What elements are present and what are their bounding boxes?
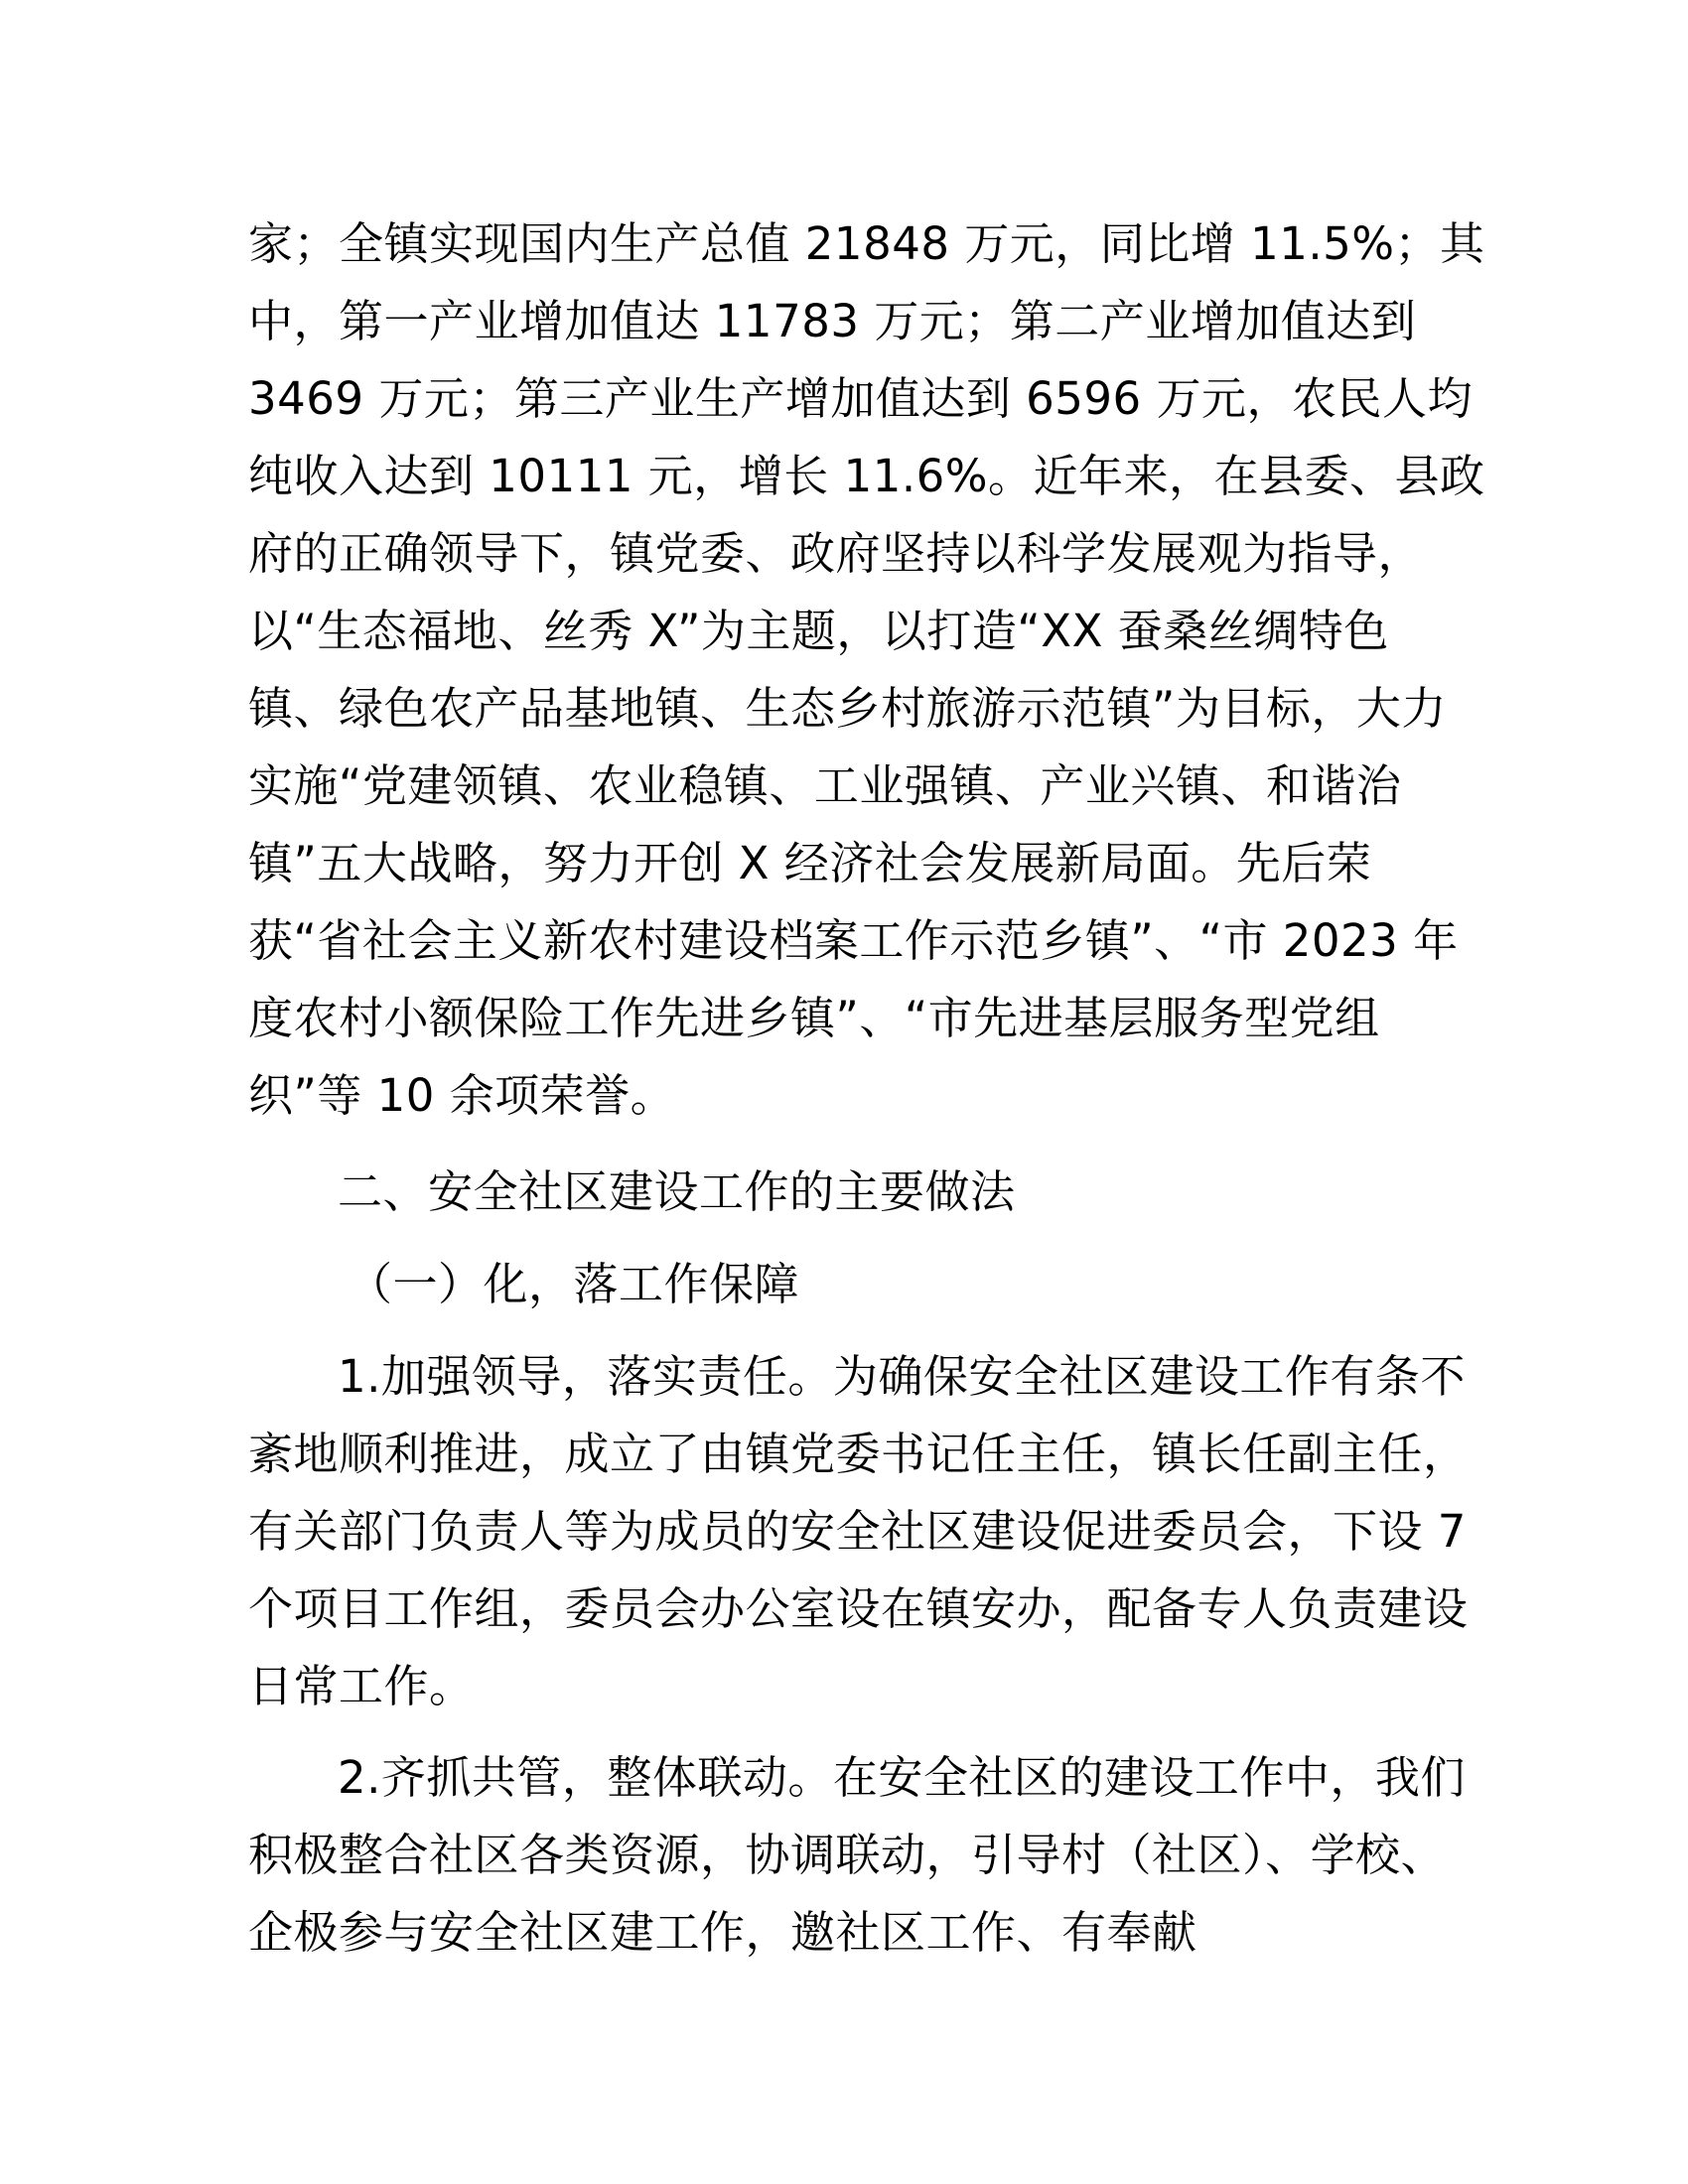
text-line: 有关部门负责人等为成员的安全社区建设促进委员会，下设 7 xyxy=(248,1505,1467,1558)
section-heading xyxy=(248,1154,1440,1231)
text-line: 企极参与安全社区建工作，邀社区工作、有奉献 xyxy=(248,1906,1197,1959)
paragraph-coordination xyxy=(248,1739,1466,1972)
text-line: 府的正确领导下，镇党委、政府坚持以科学发展观为指导， xyxy=(248,527,1424,580)
paragraph-leadership xyxy=(248,1338,1469,1725)
text-line: 日常工作。 xyxy=(248,1660,475,1712)
section-heading-text: 二、安全社区建设工作的主要做法 xyxy=(338,1165,1016,1218)
text-line: 中，第一产业增加值达 11783 万元；第二产业增加值达到 xyxy=(248,295,1417,347)
text-line: 度农村小额保险工作先进乡镇”、“市先进基层服务型党组 xyxy=(248,992,1380,1044)
text-line: 2.齐抓共管，整体联动。在安全社区的建设工作中，我们 xyxy=(338,1751,1466,1804)
text-line: 实施“党建领镇、农业稳镇、工业强镇、产业兴镇、和谐治 xyxy=(248,759,1402,812)
text-line: 织”等 10 余项荣誉。 xyxy=(248,1069,676,1122)
text-line: 3469 万元；第三产业生产增加值达到 6596 万元，农民人均 xyxy=(248,372,1473,425)
text-line: 以“生态福地、丝秀 X”为主题，以打造“XX 蚕桑丝绸特色 xyxy=(248,605,1389,657)
text-line: 个项目工作组，委员会办公室设在镇安办，配备专人负责建设 xyxy=(248,1582,1469,1635)
text-line: 镇、绿色农产品基地镇、生态乡村旅游示范镇”为目标，大力 xyxy=(248,682,1447,735)
subsection-heading-text: （一）化，落工作保障 xyxy=(348,1258,800,1310)
text-line: 1.加强领导，落实责任。为确保安全社区建设工作有条不 xyxy=(338,1350,1466,1403)
text-line: 获“省社会主义新农村建设档案工作示范乡镇”、“市 2023 年 xyxy=(248,914,1459,967)
text-line: 家；全镇实现国内生产总值 21848 万元，同比增 11.5%；其 xyxy=(248,217,1485,270)
text-line: 镇”五大战略，努力开创 X 经济社会发展新局面。先后荣 xyxy=(248,837,1372,889)
text-line: 纯收入达到 10111 元，增长 11.6%。近年来，在县委、县政 xyxy=(248,450,1485,502)
intro-paragraph xyxy=(248,205,1485,1135)
subsection-heading xyxy=(248,1246,1440,1323)
text-line: 积极整合社区各类资源，协调联动，引导村（社区）、学校、 xyxy=(248,1829,1447,1881)
text-line: 紊地顺利推进，成立了由镇党委书记任主任，镇长任副主任， xyxy=(248,1428,1469,1480)
